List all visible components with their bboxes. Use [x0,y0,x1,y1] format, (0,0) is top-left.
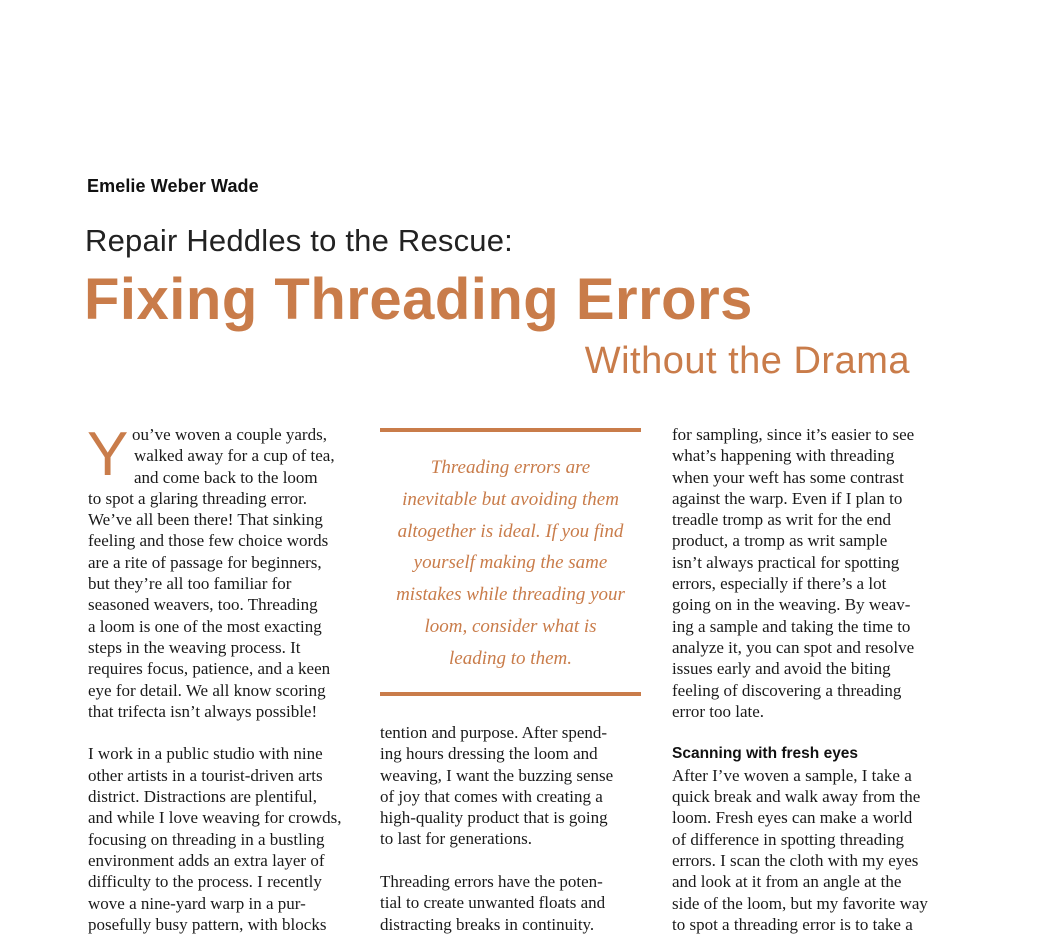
text-line: and look at it from an angle at the [672,872,902,892]
text-line: requires focus, patience, and a keen [88,659,331,679]
text-line: tial to create unwanted floats and [380,893,606,913]
pull-quote-line: Threading errors are [430,457,591,478]
pull-quote-bottom-rule [380,692,641,696]
text-line: weaving, I want the buzzing sense [380,765,614,785]
paragraph [380,871,642,935]
text-line: what’s happening with threading [672,446,895,466]
pull-quote [380,428,641,696]
text-column-1 [87,420,350,935]
text-line: eye for detail. We all know scoring [88,680,326,700]
pull-quote-line: inevitable but avoiding them [402,488,619,510]
pull-quote-line: leading to them. [449,647,572,669]
text-line: and come back to the loom [134,467,318,487]
text-line: We’ve all been there! That sinking [88,510,323,530]
article-title: Fixing Threading Errors [84,267,753,332]
pull-quote-line: mistakes while threading your [396,584,625,606]
pull-quote-line: altogether is ideal. If you find [397,520,624,542]
paragraph [672,743,934,935]
text-line: to last for generations. [380,829,533,849]
pull-quote-line: loom, consider what is [424,615,597,637]
text-line: ing a sample and taking the time to [672,616,911,636]
drop-cap: Y [87,420,129,489]
text-line: seasoned weavers, too. Threading [88,595,318,615]
text-line: Threading errors have the poten- [380,872,603,892]
text-line: are a rite of passage for beginners, [88,552,322,572]
text-column-3 [672,424,934,935]
text-line: feeling of discovering a threading [672,680,902,700]
pull-quote-text [380,452,641,675]
text-line: quick break and walk away from the [672,787,921,807]
text-line: but they’re all too familiar for [88,574,292,594]
text-line: of joy that comes with creating a [380,786,603,806]
text-line: error too late. [672,701,765,721]
text-line: errors. I scan the cloth with my eyes [672,850,919,870]
text-line: against the warp. Even if I plan to [672,488,903,508]
text-line: After I’ve woven a sample, I take a [672,765,912,785]
text-line: a loom is one of the most exacting [88,616,322,636]
pull-quote-top-rule [380,428,641,432]
text-line: other artists in a tourist-driven arts [88,765,323,785]
text-line: I work in a public studio with nine [88,744,323,764]
text-line: side of the loom, but my favorite way [672,893,928,913]
text-line: ou’ve woven a couple yards, [132,425,327,444]
text-line: to spot a threading error is to take a [672,914,913,934]
text-line: product, a tromp as writ sample [672,531,888,551]
text-line: steps in the weaving process. It [88,637,301,657]
text-line: feeling and those few choice words [88,531,329,551]
text-line: of difference in spotting threading [672,829,904,849]
text-line: going on in the weaving. By weav- [672,595,911,615]
text-line: posefully busy pattern, with blocks [88,914,327,934]
text-line: wove a nine-yard warp in a pur- [88,893,306,913]
text-line: distracting breaks in continuity. [380,914,595,934]
text-line: focusing on threading in a bustling [88,829,325,849]
text-column-2 [380,722,642,935]
text-line: isn’t always practical for spotting [672,552,900,572]
text-line: analyze it, you can spot and resolve [672,637,915,657]
text-line: when your weft has some contrast [672,467,904,487]
text-line: ing hours dressing the loom and [380,744,598,764]
text-line: loom. Fresh eyes can make a world [672,808,913,828]
text-line: issues early and avoid the biting [672,659,891,679]
author-byline: Emelie Weber Wade [87,176,259,196]
text-line: difficulty to the process. I recently [88,872,322,892]
pull-quote-line: yourself making the same [413,552,608,574]
text-line: that trifecta isn’t always possible! [88,701,318,721]
paragraph [672,424,934,722]
text-line: errors, especially if there’s a lot [672,574,887,594]
text-line: environment adds an extra layer of [88,850,325,870]
text-line: to spot a glaring threading error. [88,488,308,508]
paragraph [88,743,350,935]
text-line: tention and purpose. After spend- [380,723,608,742]
text-line: and while I love weaving for crowds, [88,808,342,828]
text-line: high-quality product that is going [380,808,608,828]
text-line: walked away for a cup of tea, [134,446,335,466]
article-subtitle: Without the Drama [584,340,910,382]
article-kicker: Repair Heddles to the Rescue: [85,223,513,258]
section-subheading: Scanning with fresh eyes [672,745,859,763]
text-line: district. Distractions are plentiful, [88,787,317,807]
text-line: treadle tromp as writ for the end [672,510,892,530]
paragraph [87,420,350,722]
paragraph [380,722,642,850]
text-line: for sampling, since it’s easier to see [672,425,915,444]
